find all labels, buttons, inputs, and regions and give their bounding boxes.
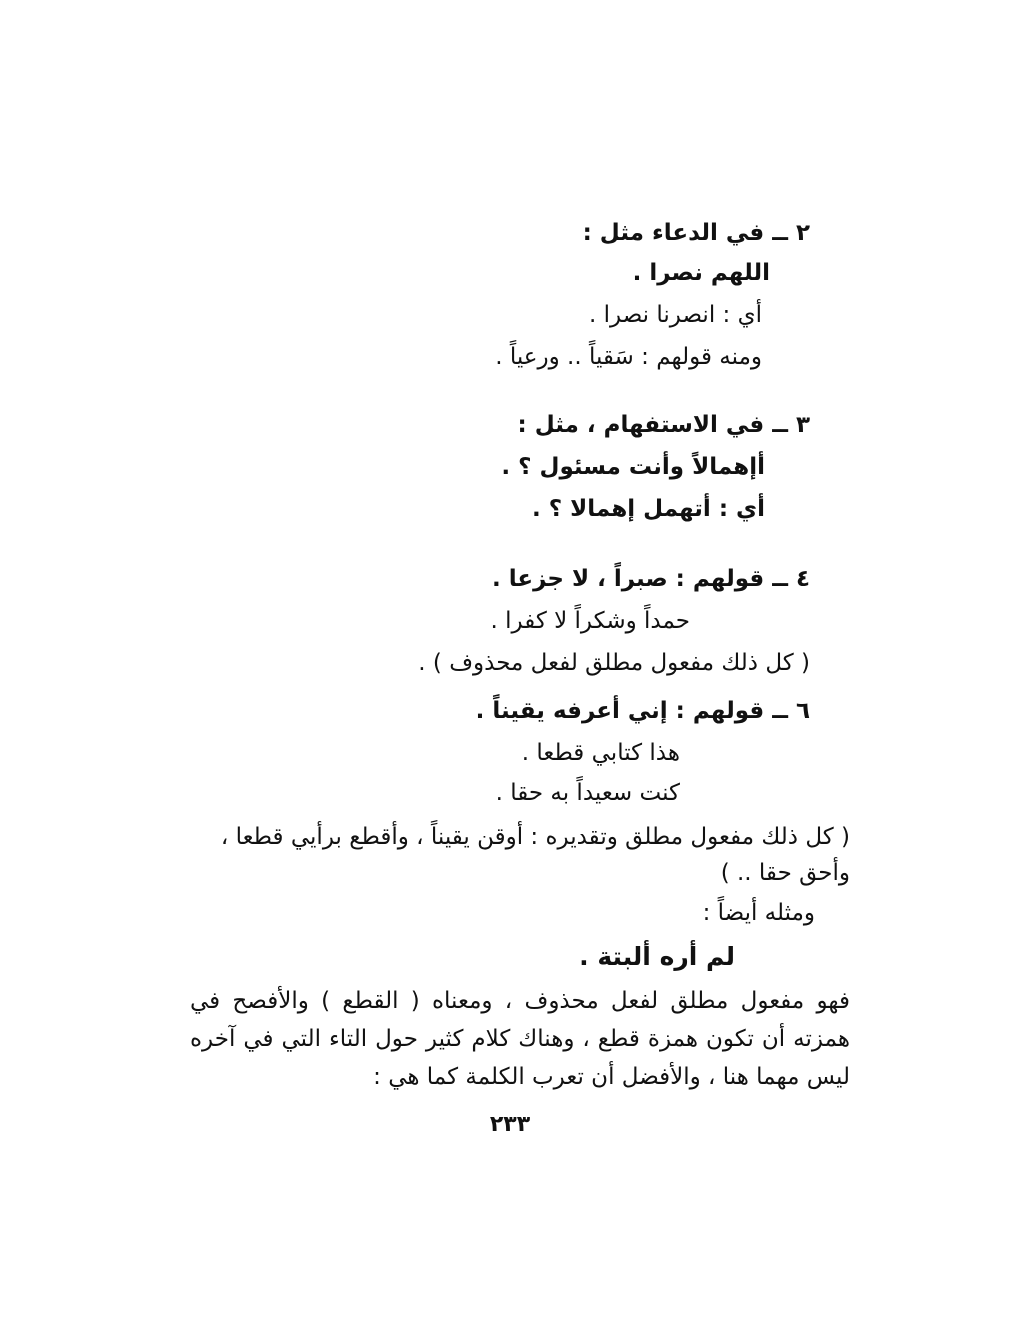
text-line: ومثله أيضاً : bbox=[702, 900, 815, 926]
example-line: أإهمالاً وأنت مسئول ؟ . bbox=[501, 454, 765, 480]
note-line: ( كل ذلك مفعول مطلق وتقديره : أوقن يقيناً ، وأقطع برأيي قطعا ، bbox=[220, 824, 850, 850]
example-line: اللهم نصرا . bbox=[632, 260, 770, 286]
example-line: لم أره ألبتة . bbox=[579, 942, 735, 971]
note-line: وأحق حقا .. ) bbox=[720, 860, 850, 886]
item-2-heading: ٢ ــ في الدعاء مثل : bbox=[582, 220, 810, 246]
page-number: ٢٣٣ bbox=[489, 1112, 531, 1137]
example-line: هذا كتابي قطعا . bbox=[521, 740, 680, 766]
explanation-line: أي : انصرنا نصرا . bbox=[589, 302, 762, 328]
item-4-heading: ٤ ــ قولهم : صبراً ، لا جزعا . bbox=[492, 566, 810, 592]
example-line: كنت سعيداً به حقا . bbox=[495, 780, 680, 806]
body-paragraph: فهو مفعول مطلق لفعل محذوف ، ومعناه ( القطع ) والأفصح في همزته أن تكون همزة قطع ، وهناك كلام كثير حول التاء التي في آخره ليس مهما هنا ، والأفضل أن تعرب الكلمة كما هي : bbox=[190, 988, 850, 1090]
item-6-heading: ٦ ــ قولهم : إني أعرفه يقيناً . bbox=[475, 698, 810, 724]
explanation-line: أي : أتهمل إهمالا ؟ . bbox=[532, 496, 765, 522]
item-3-heading: ٣ ــ في الاستفهام ، مثل : bbox=[517, 412, 810, 438]
example-line: ومنه قولهم : سَقياً .. ورعياً . bbox=[495, 344, 762, 370]
example-line: حمداً وشكراً لا كفرا . bbox=[490, 608, 690, 634]
note-line: ( كل ذلك مفعول مطلق لفعل محذوف ) . bbox=[418, 650, 810, 676]
